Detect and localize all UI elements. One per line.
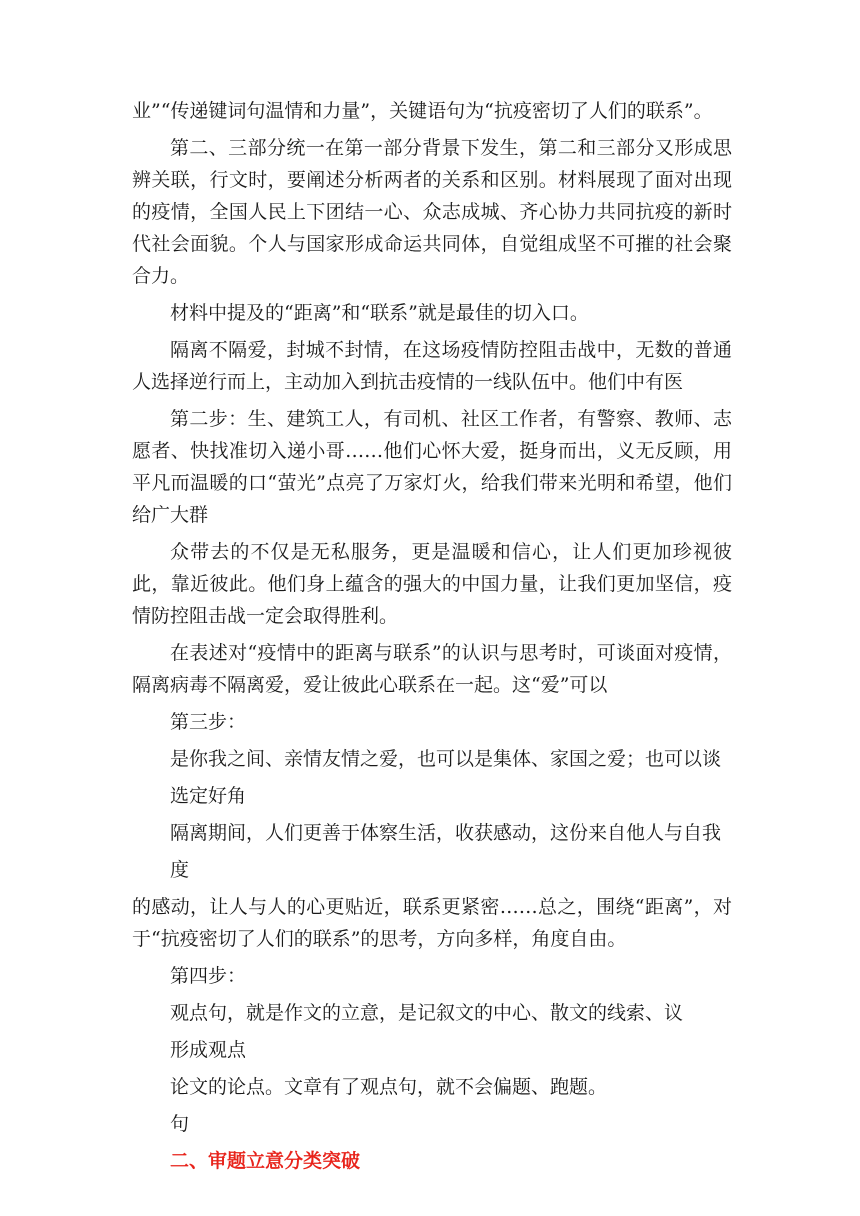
- paragraph-5: 第二步：生、建筑工人，有司机、社区工作者，有警察、教师、志愿者、快找准切入递小哥……他们心怀大爱，挺身而出，义无反顾，用平凡而温暖的口“萤光”点亮了万家灯火，给我们带来光明和希望，他们给广大群: [132, 408, 732, 526]
- step-4-label: 第四步：: [170, 965, 247, 987]
- paragraph-15: 观点句，就是作文的立意，是记叙文的中心、散文的线索、议: [170, 1002, 684, 1024]
- paragraph-1: 业”“传递键词句温情和力量”，关键语句为“抗疫密切了人们的联系”。: [132, 100, 713, 122]
- paragraph-18: 句: [170, 1113, 190, 1135]
- paragraph-17: 论文的论点。文章有了观点句，就不会偏题、跑题。: [170, 1076, 608, 1098]
- document-page: [132, 95, 732, 1177]
- paragraph-13: 的感动，让人与人的心更贴近，联系更紧密……总之，围绕“距离”，对于“抗疫密切了人们的联系”的思考，方向多样，角度自由。: [132, 896, 732, 950]
- paragraph-12: 度: [170, 859, 190, 881]
- paragraph-16: 形成观点: [170, 1039, 247, 1061]
- section-heading: 二、审题立意分类突破: [170, 1150, 361, 1172]
- paragraph-10: 选定好角: [170, 785, 247, 807]
- paragraph-3: 材料中提及的“距离”和“联系”就是最佳的切入口。: [170, 302, 589, 324]
- step-3-label: 第三步：: [170, 711, 247, 733]
- paragraph-2: 第二、三部分统一在第一部分背景下发生，第二和三部分又形成思辨关联，行文时，要阐述分析两者的关系和区别。材料展现了面对出现的疫情，全国人民上下团结一心、众志成城、齐心协力共同抗疫的新时代社会面貌。个人与国家形成命运共同体，自觉组成坚不可摧的社会聚合力。: [132, 137, 732, 287]
- paragraph-7: 在表述对“疫情中的距离与联系”的认识与思考时，可谈面对疫情，隔离病毒不隔离爱，爱让彼此心联系在一起。这“爱”可以: [132, 642, 732, 696]
- paragraph-11: 隔离期间，人们更善于体察生活，收获感动，这份来自他人与自我: [170, 822, 722, 844]
- paragraph-4: 隔离不隔爱，封城不封情，在这场疫情防控阻击战中，无数的普通人选择逆行而上，主动加入到抗击疫情的一线队伍中。他们中有医: [132, 339, 732, 393]
- paragraph-6: 众带去的不仅是无私服务，更是温暖和信心，让人们更加珍视彼此，靠近彼此。他们身上蕴含的强大的中国力量，让我们更加坚信，疫情防控阻击战一定会取得胜利。: [132, 541, 732, 627]
- paragraph-9: 是你我之间、亲情友情之爱，也可以是集体、家国之爱；也可以谈: [170, 748, 722, 770]
